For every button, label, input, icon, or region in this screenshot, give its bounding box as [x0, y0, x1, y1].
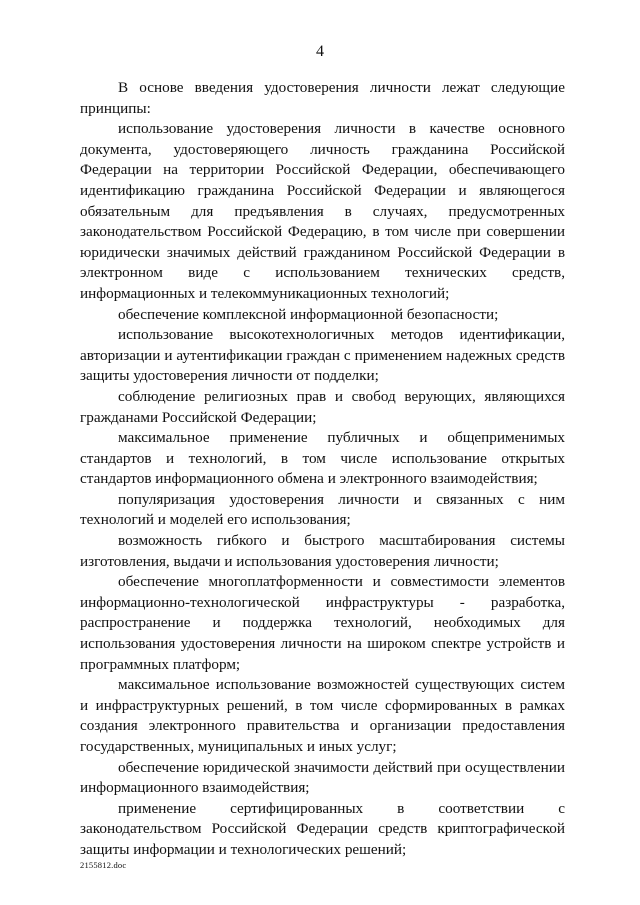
paragraph-intro: В основе введения удостоверения личности лежат следующие принципы: — [80, 79, 565, 117]
paragraph-principle-open-standards: максимальное применение публичных и общеприменимых стандартов и технологий, в том числе использование открытых стандартов информационного обмена и электронного взаимодействия; — [80, 429, 565, 488]
paragraph-principle-scalability: возможность гибкого и быстрого масштабирования системы изготовления, выдачи и использования удостоверения личности; — [80, 532, 565, 570]
paragraph-principle-multiplatform: обеспечение многоплатформенности и совместимости элементов информационно-технологической инфраструктуры - разработка, распространение и поддержка технологий, необходимых для использования удостоверения личности на широком спектре устройств и программных платформ; — [80, 573, 565, 673]
document-body — [80, 78, 565, 861]
paragraph-principle-legal-significance: обеспечение юридической значимости действий при осуществлении информационного взаимодействия; — [80, 758, 565, 797]
footer-document-code: 2155812.doc — [80, 860, 127, 870]
paragraph-principle-existing-systems: максимальное использование возможностей существующих систем и инфраструктурных решений, в том числе сформированных в рамках создания электронного правительства и организации предоставления государственных, муниципальных и иных услуг; — [80, 676, 565, 755]
paragraph-principle-identity-document: использование удостоверения личности в качестве основного документа, удостоверяющего личность гражданина Российской Федерации на территории Российской Федерации, обеспечивающего идентификацию гражданина Российской Федерации и являющегося обязательным для предъявления в случаях, предусмотренных законодательством Российской Федерацию, в том числе при совершении юридически значимых действий гражданином Российской Федерации в электронном виде с использованием технических средств, информационных и телекоммуникационных технологий; — [80, 120, 565, 302]
paragraph-principle-popularization: популяризация удостоверения личности и связанных с ним технологий и моделей его использования; — [80, 490, 565, 529]
paragraph-principle-security: обеспечение комплексной информационной безопасности; — [118, 305, 499, 323]
paragraph-principle-religious-rights: соблюдение религиозных прав и свобод верующих, являющихся гражданами Российской Федерации; — [80, 387, 565, 426]
paragraph-principle-cryptography: применение сертифицированных в соответствии с законодательством Российской Федерации средств криптографической защиты информации и технологических решений; — [80, 799, 565, 858]
page-number: 4 — [316, 43, 324, 60]
paragraph-principle-authentication: использование высокотехнологичных методов идентификации, авторизации и аутентификации граждан с применением надежных средств защиты удостоверения личности от подделки; — [80, 326, 565, 385]
